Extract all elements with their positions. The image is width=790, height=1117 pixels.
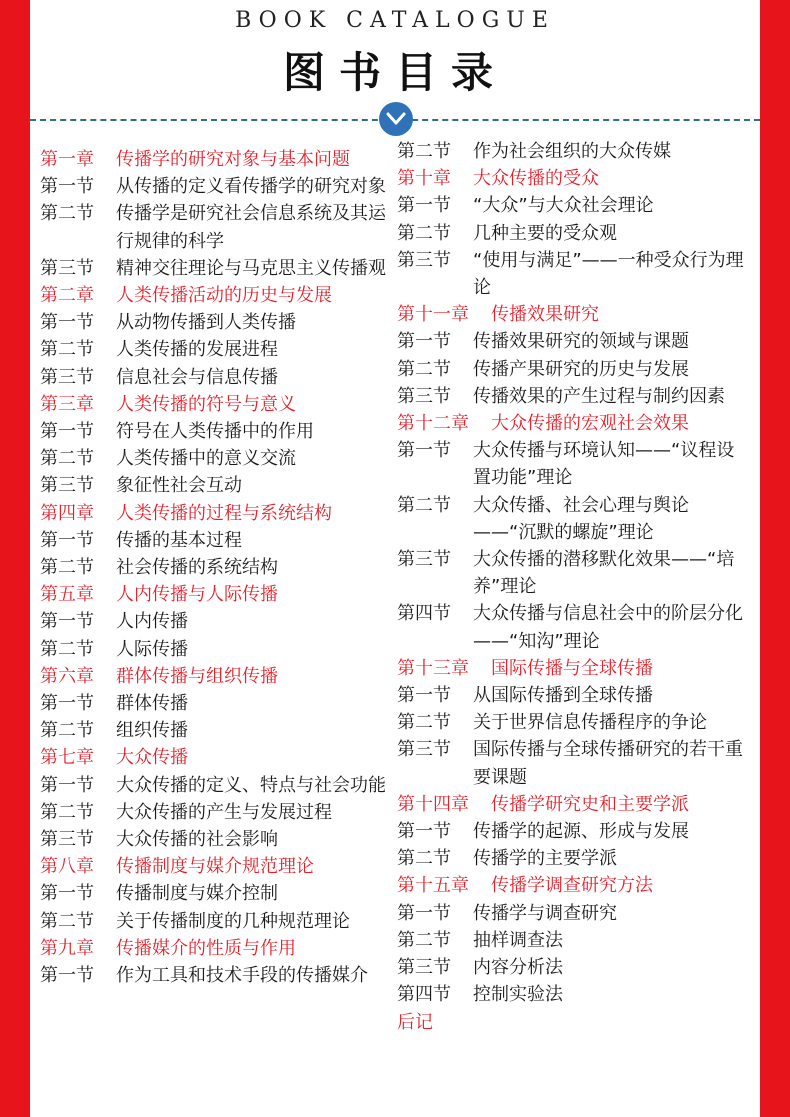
toc-right-column: [397, 141, 747, 1036]
section-title: 从传播的定义看传播学的研究对象: [116, 176, 386, 198]
chapter-number: 第二章: [40, 285, 94, 307]
chapter-number: 第十章: [397, 168, 451, 190]
section-entry: [397, 492, 747, 546]
chapter-number: 第五章: [40, 584, 94, 606]
section-number: 第二节: [40, 339, 94, 361]
section-number: 第一节: [397, 440, 451, 462]
chapter-title: 传播学调查研究方法: [491, 875, 653, 897]
section-number: 第二节: [40, 801, 94, 823]
section-number: 第二节: [40, 557, 94, 579]
section-number: 第三节: [397, 739, 451, 761]
section-entry: [40, 908, 390, 935]
section-title: 符号在人类传播中的作用: [116, 421, 314, 443]
section-number: 第一节: [40, 611, 94, 633]
section-number: 第一节: [40, 176, 94, 198]
section-entry: [397, 328, 747, 355]
catalogue-subtitle: BOOK CATALOGUE: [235, 8, 555, 33]
section-number: 第二节: [40, 638, 94, 660]
chapter-entry: [397, 1009, 747, 1036]
section-number: 第二节: [397, 712, 451, 734]
chapter-title: 传播媒介的性质与作用: [116, 937, 296, 959]
section-entry: [397, 682, 747, 709]
chapter-entry: [397, 872, 747, 899]
chapter-entry: [40, 500, 390, 527]
chapter-number: 第十三章: [397, 657, 469, 679]
section-title: 象征性社会互动: [116, 475, 242, 497]
section-title: 大众传播的产生与发展过程: [116, 801, 332, 823]
section-entry: [397, 709, 747, 736]
section-entry: [397, 818, 747, 845]
section-entry: [40, 472, 390, 499]
section-title: 内容分析法: [473, 957, 563, 979]
section-entry: [40, 772, 390, 799]
section-title: 作为工具和技术手段的传播媒介: [116, 965, 368, 987]
chevron-down-icon: [386, 111, 406, 127]
chapter-number: 第十五章: [397, 875, 469, 897]
section-number: 第二节: [40, 203, 94, 225]
section-number: 第一节: [397, 821, 451, 843]
chapter-title: 人类传播活动的历史与发展: [116, 285, 332, 307]
section-number: 第一节: [397, 195, 451, 217]
section-entry: [40, 962, 390, 989]
section-entry: [40, 364, 390, 391]
chapter-number: 第十四章: [397, 793, 469, 815]
section-title: 大众传播的定义、特点与社会功能: [116, 774, 386, 796]
section-title: 信息社会与信息传播: [116, 366, 278, 388]
section-number: 第一节: [397, 331, 451, 353]
section-title: 大众传播的潜移默化效果——“培养”理论: [473, 549, 735, 598]
section-number: 第一节: [40, 883, 94, 905]
section-number: 第二节: [40, 720, 94, 742]
toc-left-column: [40, 146, 390, 989]
chapter-entry: [40, 282, 390, 309]
section-number: 第三节: [40, 475, 94, 497]
section-entry: [40, 336, 390, 363]
section-number: 第二节: [397, 848, 451, 870]
chapter-title: 大众传播的宏观社会效果: [491, 413, 689, 435]
section-entry: [397, 247, 747, 301]
section-number: 第三节: [40, 829, 94, 851]
section-number: 第四节: [397, 603, 451, 625]
chevron-badge: [379, 102, 413, 136]
section-entry: [40, 173, 390, 200]
section-entry: [397, 954, 747, 981]
section-number: 第二节: [40, 910, 94, 932]
chapter-title: 传播学的研究对象与基本问题: [116, 149, 350, 170]
right-red-bar: [760, 0, 790, 1117]
chapter-title: 国际传播与全球传播: [491, 657, 653, 679]
chapter-title: 群体传播与组织传播: [116, 665, 278, 687]
section-number: 第一节: [40, 693, 94, 715]
section-title: 群体传播: [116, 693, 188, 715]
chapter-entry: [397, 791, 747, 818]
section-title: 传播产果研究的历史与发展: [473, 358, 689, 380]
section-number: 第一节: [40, 774, 94, 796]
chapter-entry: [397, 301, 747, 328]
section-title: “大众”与大众社会理论: [473, 195, 654, 217]
section-entry: [397, 600, 747, 654]
section-title: 组织传播: [116, 720, 188, 742]
section-number: 第二节: [397, 222, 451, 244]
chapter-entry: [40, 744, 390, 771]
section-entry: [397, 546, 747, 600]
section-title: 作为社会组织的大众传媒: [473, 141, 671, 162]
section-entry: [40, 527, 390, 554]
chapter-number: 第八章: [40, 856, 94, 878]
chapter-entry: [397, 165, 747, 192]
chapter-entry: [397, 655, 747, 682]
chapter-entry: [40, 391, 390, 418]
chapter-number: 第十一章: [397, 304, 469, 326]
chapter-title: 传播效果研究: [491, 304, 599, 326]
section-title: 大众传播、社会心理与舆论——“沉默的螺旋”理论: [473, 494, 689, 543]
section-title: 国际传播与全球传播研究的若干重要课题: [473, 739, 743, 788]
chapter-number: 第一章: [40, 149, 94, 170]
section-entry: [40, 255, 390, 282]
section-entry: [40, 608, 390, 635]
chapter-entry: [40, 146, 390, 173]
section-title: 控制实验法: [473, 984, 563, 1006]
section-entry: [40, 826, 390, 853]
catalogue-header: [30, 0, 760, 145]
section-entry: [40, 880, 390, 907]
section-title: 人际传播: [116, 638, 188, 660]
chapter-number: 第十二章: [397, 413, 469, 435]
section-entry: [40, 690, 390, 717]
section-title: 传播效果研究的领域与课题: [473, 331, 689, 353]
section-number: 第二节: [397, 141, 451, 162]
section-entry: [397, 192, 747, 219]
chapter-number: 后记: [397, 1011, 433, 1033]
chapter-title: 大众传播的受众: [473, 168, 599, 190]
chapter-number: 第三章: [40, 393, 94, 415]
section-number: 第三节: [40, 366, 94, 388]
chapter-title: [473, 1009, 747, 1036]
section-title: 大众传播与环境认知——“议程设置功能”理论: [473, 440, 735, 489]
left-red-bar: [0, 0, 30, 1117]
section-title: “使用与满足”——一种受众行为理论: [473, 249, 744, 299]
chapter-entry: [40, 935, 390, 962]
section-number: 第三节: [397, 249, 451, 271]
section-title: 传播效果的产生过程与制约因素: [473, 385, 725, 407]
section-entry: [40, 636, 390, 663]
section-entry: [397, 437, 747, 491]
section-number: 第一节: [40, 529, 94, 551]
section-title: 关于世界信息传播程序的争论: [473, 712, 707, 734]
section-number: 第四节: [397, 984, 451, 1006]
section-number: 第二节: [397, 358, 451, 380]
chapter-title: 人类传播的过程与系统结构: [116, 502, 332, 524]
chapter-title: 大众传播: [116, 747, 188, 769]
section-title: 大众传播与信息社会中的阶层分化——“知沟”理论: [473, 603, 743, 652]
section-entry: [40, 445, 390, 472]
chapter-title: 传播制度与媒介规范理论: [116, 856, 314, 878]
chapter-entry: [40, 663, 390, 690]
section-number: 第一节: [40, 965, 94, 987]
section-number: 第二节: [397, 929, 451, 951]
chapter-entry: [40, 853, 390, 880]
section-number: 第三节: [397, 957, 451, 979]
section-title: 社会传播的系统结构: [116, 557, 278, 579]
section-number: 第三节: [397, 385, 451, 407]
section-title: 精神交往理论与马克思主义传播观: [116, 257, 386, 279]
section-entry: [397, 845, 747, 872]
section-entry: [40, 717, 390, 744]
section-entry: [40, 554, 390, 581]
section-title: 传播学与调查研究: [473, 902, 617, 924]
section-title: 人类传播的发展进程: [116, 339, 278, 361]
section-title: 几种主要的受众观: [473, 222, 617, 244]
chapter-entry: [397, 410, 747, 437]
section-entry: [397, 138, 747, 165]
section-title: 大众传播的社会影响: [116, 829, 278, 851]
section-number: 第二节: [397, 494, 451, 516]
chapter-title: 人类传播的符号与意义: [116, 393, 296, 415]
section-title: 人类传播中的意义交流: [116, 448, 296, 470]
section-entry: [40, 309, 390, 336]
section-entry: [397, 220, 747, 247]
section-entry: [40, 200, 390, 254]
section-title: 人内传播: [116, 611, 188, 633]
catalogue-title: 图书目录: [282, 48, 507, 97]
section-title: 传播学是研究社会信息系统及其运行规律的科学: [116, 203, 386, 252]
chapter-title: 人内传播与人际传播: [116, 584, 278, 606]
section-title: 传播学的主要学派: [473, 848, 617, 870]
section-number: 第一节: [40, 421, 94, 443]
section-entry: [397, 383, 747, 410]
section-entry: [397, 736, 747, 790]
section-entry: [40, 418, 390, 445]
section-number: 第三节: [397, 549, 451, 571]
section-number: 第二节: [40, 448, 94, 470]
section-entry: [397, 927, 747, 954]
section-entry: [397, 900, 747, 927]
chapter-title: 传播学研究史和主要学派: [491, 793, 689, 815]
section-number: 第三节: [40, 257, 94, 279]
section-entry: [40, 799, 390, 826]
section-title: 传播制度与媒介控制: [116, 883, 278, 905]
section-title: 从动物传播到人类传播: [116, 312, 296, 334]
chapter-number: 第九章: [40, 937, 94, 959]
chapter-entry: [40, 581, 390, 608]
chapter-number: 第六章: [40, 665, 94, 687]
section-number: 第一节: [397, 685, 451, 707]
section-title: 抽样调查法: [473, 929, 563, 951]
chapter-number: 第四章: [40, 502, 94, 524]
section-entry: [397, 356, 747, 383]
chapter-number: 第七章: [40, 747, 94, 769]
section-number: 第一节: [40, 312, 94, 334]
section-title: 传播的基本过程: [116, 529, 242, 551]
section-title: 从国际传播到全球传播: [473, 685, 653, 707]
section-entry: [397, 981, 747, 1008]
section-title: 关于传播制度的几种规范理论: [116, 910, 350, 932]
section-title: 传播学的起源、形成与发展: [473, 821, 689, 843]
section-number: 第一节: [397, 902, 451, 924]
